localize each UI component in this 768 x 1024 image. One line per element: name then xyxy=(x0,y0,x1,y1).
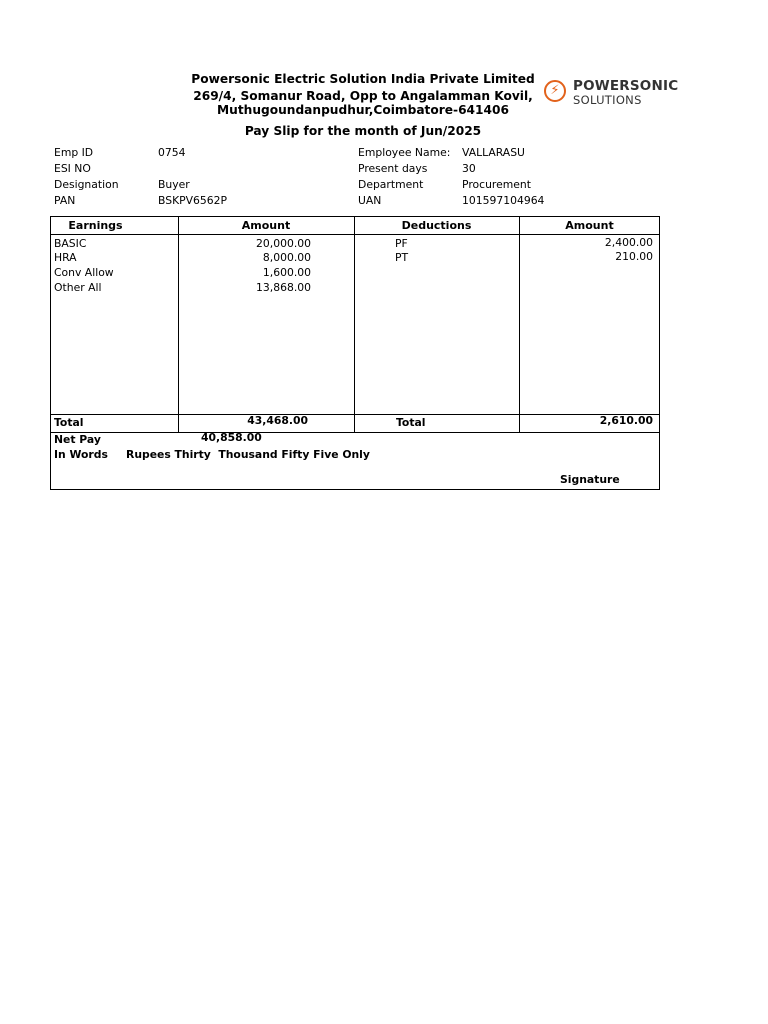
logo-text-line1: POWERSONIC xyxy=(573,78,679,94)
employee-name-value: VALLARASU xyxy=(462,146,525,159)
earning-name: BASIC xyxy=(54,237,87,250)
earning-name: Other All xyxy=(54,281,102,294)
payslip-title: Pay Slip for the month of Jun/2025 xyxy=(244,124,482,138)
pan-value: BSKPV6562P xyxy=(158,194,228,207)
emp-id-label: Emp ID xyxy=(54,146,94,159)
signature-label: Signature xyxy=(560,473,620,486)
deduction-amount: 210.00 xyxy=(615,250,653,263)
earnings-amount-header: Amount xyxy=(241,219,291,232)
earning-name: HRA xyxy=(54,251,77,264)
deduction-amount: 2,400.00 xyxy=(604,236,653,249)
department-value: Procurement xyxy=(462,178,531,191)
net-pay-label: Net Pay xyxy=(54,433,101,446)
uan-label: UAN xyxy=(358,194,382,207)
deduction-name: PF xyxy=(395,237,408,250)
net-pay-value: 40,858.00 xyxy=(201,431,262,444)
earning-amount: 1,600.00 xyxy=(262,266,311,279)
present-days-label: Present days xyxy=(358,162,428,175)
earning-amount: 13,868.00 xyxy=(256,281,311,294)
company-address-line1: 269/4, Somanur Road, Opp to Angalamman Kovil, xyxy=(193,89,533,103)
earnings-header: Earnings xyxy=(68,219,123,232)
emp-id-value: 0754 xyxy=(158,146,186,159)
column-divider xyxy=(519,217,520,432)
deductions-amount-header: Amount xyxy=(565,219,614,232)
earning-name: Conv Allow xyxy=(54,266,114,279)
department-label: Department xyxy=(358,178,424,191)
earnings-total-value: 43,468.00 xyxy=(247,414,308,427)
designation-value: Buyer xyxy=(158,178,190,191)
earning-amount: 20,000.00 xyxy=(256,237,311,250)
designation-label: Designation xyxy=(54,178,119,191)
totals-bottom-divider xyxy=(51,432,659,433)
deductions-total-value: 2,610.00 xyxy=(599,414,653,427)
earning-amount: 8,000.00 xyxy=(262,251,311,264)
salary-table xyxy=(50,216,660,490)
lightning-bolt-icon: ⚡ xyxy=(544,80,566,102)
company-logo xyxy=(530,70,690,116)
deduction-name: PT xyxy=(395,251,409,264)
esi-no-label: ESI NO xyxy=(54,162,91,175)
logo-text-line2: SOLUTIONS xyxy=(573,93,642,107)
header-divider xyxy=(51,234,659,235)
column-divider xyxy=(354,217,355,432)
company-address-line2: Muthugoundanpudhur,Coimbatore-641406 xyxy=(217,103,509,117)
company-name: Powersonic Electric Solution India Private Limited xyxy=(191,72,535,86)
deductions-header: Deductions xyxy=(401,219,472,232)
pan-label: PAN xyxy=(54,194,76,207)
present-days-value: 30 xyxy=(462,162,476,175)
deductions-total-label: Total xyxy=(396,416,426,429)
employee-name-label: Employee Name: xyxy=(358,146,451,159)
in-words-label: In Words xyxy=(54,448,108,461)
net-pay-in-words: Rupees Thirty Thousand Fifty Five Only xyxy=(126,448,370,461)
column-divider xyxy=(178,217,179,432)
earnings-total-label: Total xyxy=(54,416,84,429)
uan-value: 101597104964 xyxy=(462,194,545,207)
